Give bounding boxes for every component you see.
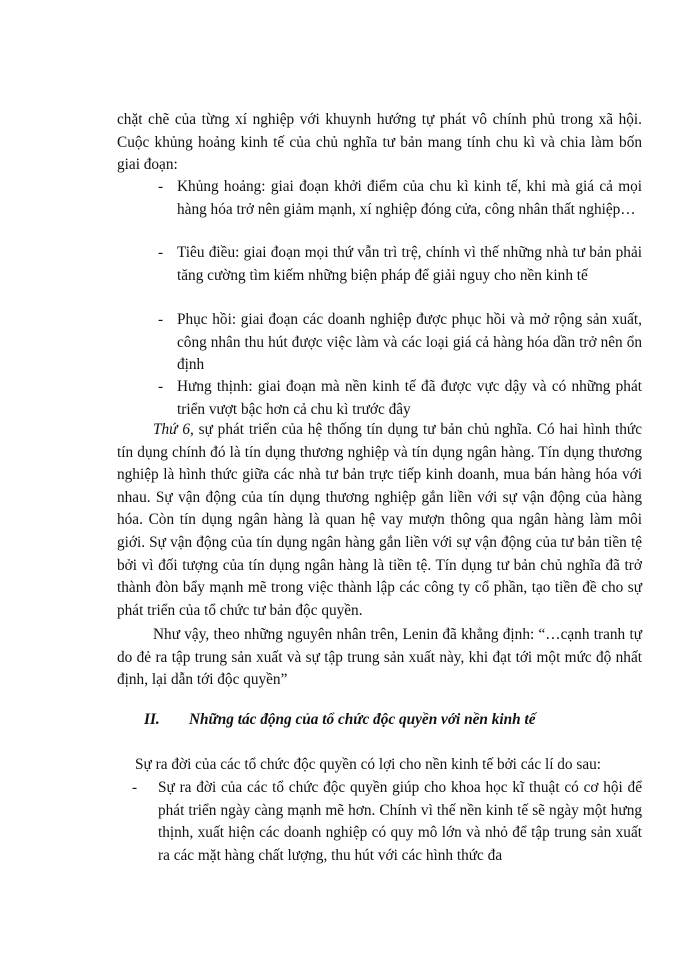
list-marker: - <box>158 244 164 261</box>
section-number: II. <box>144 711 160 728</box>
list-marker: - <box>132 779 138 796</box>
list-item-text: Phục hồi: giai đoạn các doanh nghiệp được phục hồi và mở rộng sản xuất, công nhân thu hút được việc làm và các loại giá cả hàng hóa dần trở nên ổn định <box>177 311 642 374</box>
list-marker: - <box>158 311 164 328</box>
paragraph-credit-system <box>117 419 642 622</box>
paragraph-intro: chặt chẽ của từng xí nghiệp với khuynh hướng tự phát vô chính phủ trong xã hội. Cuộc khủng hoảng kinh tế của chủ nghĩa tư bản mang tính chu kì và chia làm bốn giai đoạn: <box>117 111 642 174</box>
list-item-phase-recovery <box>158 309 642 377</box>
list-item-phase-crisis <box>158 176 642 221</box>
paragraph-body: sự phát triển của hệ thống tín dụng tư bản chủ nghĩa. Có hai hình thức tín dụng chính đó là tín dụng thương nghiệp và tín dụng ngân hàng. Tín dụng thương nghiệp là hình thức giữa các nhà tư bản trực tiếp kinh doanh, mua bán hàng hóa với nhau. Sự vận động của tín dụng thương nghiệp gắn liền với sự vận động của hàng hóa. Còn tín dụng ngân hàng là quan hệ vay mượn thông qua ngân hàng làm môi giới. Sự vận động của tín dụng ngân hàng gắn liền với sự vận động của tư bản tiền tệ bởi vì đối tượng của tín dụng ngân hàng là tiền tệ. Tín dụng tư bản chủ nghĩa đã trở thành đòn bẩy mạnh mẽ trong việc thành lập các công ty cổ phần, tạo tiền đề cho sự phát triển của tổ chức tư bản độc quyền. <box>117 421 642 619</box>
list-item-text: Tiêu điều: giai đoạn mọi thứ vẫn trì trệ, chính vì thế những nhà tư bản phải tăng cường tìm kiếm những biện pháp để giải nguy cho nền kinh tế <box>177 244 642 284</box>
paragraph-lead: Thứ 6, <box>153 421 194 438</box>
list-item-phase-prosperity <box>158 376 642 421</box>
section-title: Những tác động của tổ chức độc quyền với nền kinh tế <box>189 711 536 728</box>
list-item-text: Khủng hoảng: giai đoạn khởi điểm của chu kì kinh tế, khi mà giá cả mọi hàng hóa trở nên giảm mạnh, xí nghiệp đóng cửa, công nhân thất nghiệp… <box>177 178 642 218</box>
list-marker: - <box>158 378 164 395</box>
paragraph-benefits-intro: Sự ra đời của các tổ chức độc quyền có lợi cho nền kinh tế bởi các lí do sau: <box>135 756 602 773</box>
list-item-text: Sự ra đời của các tổ chức độc quyền giúp cho khoa học kĩ thuật có cơ hội để phát triển ngày càng mạnh mẽ hơn. Chính vì thế nền kinh tế sẽ ngày một hưng thịnh, xuất hiện các doanh nghiệp có quy mô lớn và nhỏ để tập trung sản xuất ra các mặt hàng chất lượng, thu hút với các hình thức đa <box>158 779 642 864</box>
list-marker: - <box>158 178 164 195</box>
list-item-text: Hưng thịnh: giai đoạn mà nền kinh tế đã được vực dậy và có những phát triển vượt bậc hơn cả chu kì trước đây <box>177 378 642 418</box>
list-item-phase-depression <box>158 242 642 287</box>
list-item-benefit-technology <box>132 777 642 867</box>
paragraph-lenin-quote: Như vậy, theo những nguyên nhân trên, Lenin đã khẳng định: “…cạnh tranh tự do đẻ ra tập trung sản xuất và sự tập trung sản xuất này, khi đạt tới một mức độ nhất định, lại dẫn tới độc quyền” <box>117 626 642 689</box>
